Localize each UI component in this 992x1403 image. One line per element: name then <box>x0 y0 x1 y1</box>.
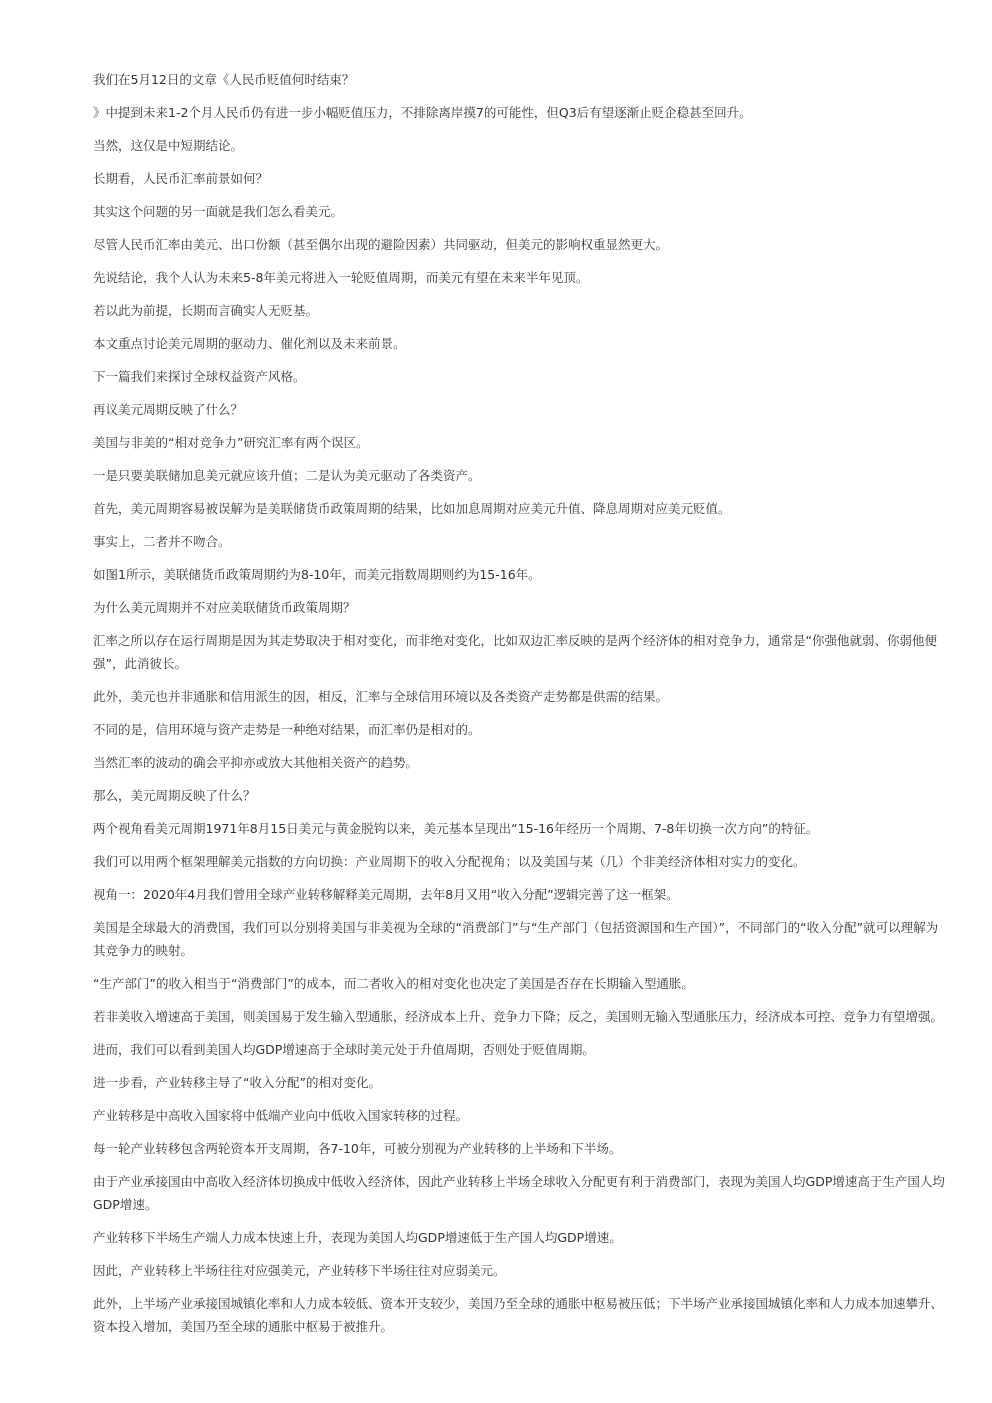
paragraph: “生产部门”的收入相当于“消费部门”的成本，而二者收入的相对变化也决定了美国是否存在长期输入型通胀。 <box>93 976 694 991</box>
paragraph: 因此，产业转移上半场往往对应强美元，产业转移下半场往往对应弱美元。 <box>93 1263 506 1278</box>
paragraph: 我们可以用两个框架理解美元指数的方向切换：产业周期下的收入分配视角；以及美国与某（几）个非美经济体相对实力的变化。 <box>93 854 806 869</box>
paragraph: 进一步看，产业转移主导了“收入分配”的相对变化。 <box>93 1075 381 1090</box>
paragraph: 两个视角看美元周期1971年8月15日美元与黄金脱钩以来，美元基本呈现出“15-16年经历一个周期、7-8年切换一次方向”的特征。 <box>93 821 819 836</box>
paragraph: 美国与非美的“相对竞争力”研究汇率有两个误区。 <box>93 435 369 450</box>
paragraph: 首先，美元周期容易被误解为是美联储货币政策周期的结果，比如加息周期对应美元升值、降息周期对应美元贬值。 <box>93 501 731 516</box>
paragraph: 视角一：2020年4月我们曾用全球产业转移解释美元周期，去年8月又用“收入分配”逻辑完善了这一框架。 <box>93 887 679 902</box>
paragraph: 为什么美元周期并不对应美联储货币政策周期？ <box>93 600 356 615</box>
paragraph: 不同的是，信用环境与资产走势是一种绝对结果，而汇率仍是相对的。 <box>93 722 481 737</box>
paragraph: 尽管人民币汇率由美元、出口份额（甚至偶尔出现的避险因素）共同驱动，但美元的影响权重显然更大。 <box>93 237 669 252</box>
paragraph: 再议美元周期反映了什么？ <box>93 402 244 417</box>
paragraph: 进而，我们可以看到美国人均GDP增速高于全球时美元处于升值周期，否则处于贬值周期。 <box>93 1042 595 1057</box>
paragraph: 此外，美元也并非通胀和信用派生的因，相反，汇率与全球信用环境以及各类资产走势都是供需的结果。 <box>93 689 669 704</box>
paragraph: 由于产业承接国由中高收入经济体切换成中低收入经济体，因此产业转移上半场全球收入分配更有利于消费部门，表现为美国人均GDP增速高于生产国人均GDP增速。 <box>93 1174 945 1212</box>
paragraph: 其实这个问题的另一面就是我们怎么看美元。 <box>93 204 344 219</box>
paragraph: 美国是全球最大的消费国，我们可以分别将美国与非美视为全球的“消费部门”与“生产部门（包括资源国和生产国）”，不同部门的“收入分配”就可以理解为其竞争力的映射。 <box>93 920 939 958</box>
paragraph: 下一篇我们来探讨全球权益资产风格。 <box>93 369 306 384</box>
paragraph: 一是只要美联储加息美元就应该升值；二是认为美元驱动了各类资产。 <box>93 468 481 483</box>
paragraph: 本文重点讨论美元周期的驱动力、催化剂以及未来前景。 <box>93 336 406 351</box>
paragraph: 长期看，人民币汇率前景如何？ <box>93 171 269 186</box>
paragraph: 当然，这仅是中短期结论。 <box>93 138 244 153</box>
paragraph: 那么，美元周期反映了什么？ <box>93 788 256 803</box>
paragraph: 此外，上半场产业承接国城镇化率和人力成本较低、资本开支较少，美国乃至全球的通胀中枢易被压低；下半场产业承接国城镇化率和人力成本加速攀升、资本投入增加，美国乃至全球的通胀中枢易于被推升。 <box>93 1296 944 1334</box>
paragraph: 产业转移是中高收入国家将中低端产业向中低收入国家转移的过程。 <box>93 1108 469 1123</box>
paragraph: 若非美收入增速高于美国，则美国易于发生输入型通胀，经济成本上升、竞争力下降；反之，美国则无输入型通胀压力，经济成本可控、竞争力有望增强。 <box>93 1009 944 1024</box>
paragraph: 产业转移下半场生产端人力成本快速上升，表现为美国人均GDP增速低于生产国人均GDP增速。 <box>93 1230 622 1245</box>
paragraph: 当然汇率的波动的确会平抑亦或放大其他相关资产的趋势。 <box>93 755 419 770</box>
paragraph: 先说结论，我个人认为未来5-8年美元将进入一轮贬值周期，而美元有望在未来半年见顶。 <box>93 270 589 285</box>
paragraph: 》中提到未来1-2个月人民币仍有进一步小幅贬值压力，不排除离岸摸7的可能性，但Q3后有望逐渐止贬企稳甚至回升。 <box>93 105 752 120</box>
paragraph: 事实上，二者并不吻合。 <box>93 534 231 549</box>
paragraph: 我们在5月12日的文章《人民币贬值何时结束？ <box>93 72 355 87</box>
paragraph: 若以此为前提，长期而言确实人无贬基。 <box>93 303 319 318</box>
paragraph: 每一轮产业转移包含两轮资本开支周期，各7-10年，可被分别视为产业转移的上半场和下半场。 <box>93 1141 622 1156</box>
article-body <box>93 68 945 1348</box>
paragraph: 汇率之所以存在运行周期是因为其走势取决于相对变化，而非绝对变化，比如双边汇率反映的是两个经济体的相对竞争力，通常是“你强他就弱、你弱他便强”，此消彼长。 <box>93 633 937 671</box>
paragraph: 如图1所示，美联储货币政策周期约为8-10年，而美元指数周期则约为15-16年。 <box>93 567 541 582</box>
